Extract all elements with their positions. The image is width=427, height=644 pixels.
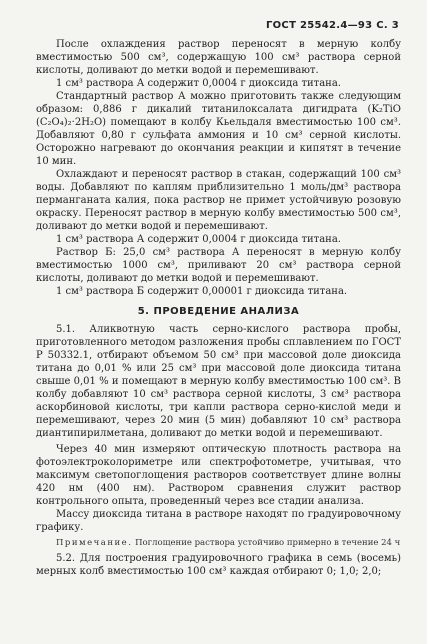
paragraph: 5.1. Аликвотную часть серно-кислого раствора пробы, приготовленного методом разложения пробы сплавлением по ГОСТ Р 50332.1, отбирают объемом 50 см³ при массовой доле диоксида титана до 0,01 % или 25 см³ при массовой доле диоксида титана свыше 0,01 % и помещают в мерную колбу вместимостью 100 см³. В колбу добавляют 10 см³ раствора серной кислоты, 3 см³ раствора аскорбиновой кислоты, три капли раствора серно-кислой меди и перемешивают, через 20 мин (5 мин) добавляют 10 см³ раствора диантипирилметана, доливают до метки водой и перемешивают. <box>36 324 401 439</box>
paragraph: Через 40 мин измеряют оптическую плотность раствора на фотоэлектроколориметре или спектрофотометре, учитывая, что максимум светопоглощения растворов соответствует длине волны 420 нм (400 нм). Раствором сравнения служит раствор контрольного опыта, проведенный через все стадии анализа. <box>36 444 401 507</box>
section-title: 5. ПРОВЕДЕНИЕ АНАЛИЗА <box>137 306 300 317</box>
paragraph: 1 см³ раствора А содержит 0,0004 г диоксида титана. <box>56 78 341 89</box>
paragraph: 1 см³ раствора Б содержит 0,00001 г диоксида титана. <box>56 286 348 297</box>
note-label: Примечание. <box>56 538 133 548</box>
note <box>36 537 401 549</box>
paragraph: Охлаждают и переносят раствор в стакан, содержащий 100 см³ воды. Добавляют по каплям приблизительно 1 моль/дм³ раствора перманганата калия, пока раствор не примет устойчивую розовую окраску. Переносят раствор в мерную колбу вместимостью 500 см³, доливают до метки водой и перемешивают. <box>36 169 401 232</box>
note-text: Поглощение раствора устойчиво примерно в течение 24 ч <box>135 538 401 548</box>
paragraph: 1 см³ раствора А содержит 0,0004 г диоксида титана. <box>56 234 341 245</box>
page-header: ГОСТ 25542.4—93 С. 3 <box>265 20 399 31</box>
paragraph: 5.2. Для построения градуировочного графика в семь (восемь) мерных колб вместимостью 100 см³ каждая отбирают 0; 1,0; 2,0; <box>36 553 401 577</box>
paragraph: Стандартный раствор А можно приготовить также следующим образом: 0,886 г дикалий титанилоксалата дигидрата (K₂TiO (C₂O₄)₂·2H₂O) помещают в колбу Кьельдаля вместимостью 100 см³. Добавляют 0,80 г сульфата аммония и 10 см³ серной кислоты. Осторожно нагревают до окончания реакции и кипятят в течение 10 мин. <box>36 91 401 167</box>
paragraph: После охлаждения раствор переносят в мерную колбу вместимостью 500 см³, содержащую 100 см³ раствора серной кислоты, доливают до метки водой и перемешивают. <box>36 39 401 76</box>
document-body <box>36 38 401 578</box>
paragraph: Массу диоксида титана в растворе находят по градуировочному графику. <box>36 509 401 533</box>
paragraph: Раствор Б: 25,0 см³ раствора А переносят в мерную колбу вместимостью 1000 см³, приливают 20 см³ раствора серной кислоты, доливают до метки водой и перемешивают. <box>36 247 401 284</box>
